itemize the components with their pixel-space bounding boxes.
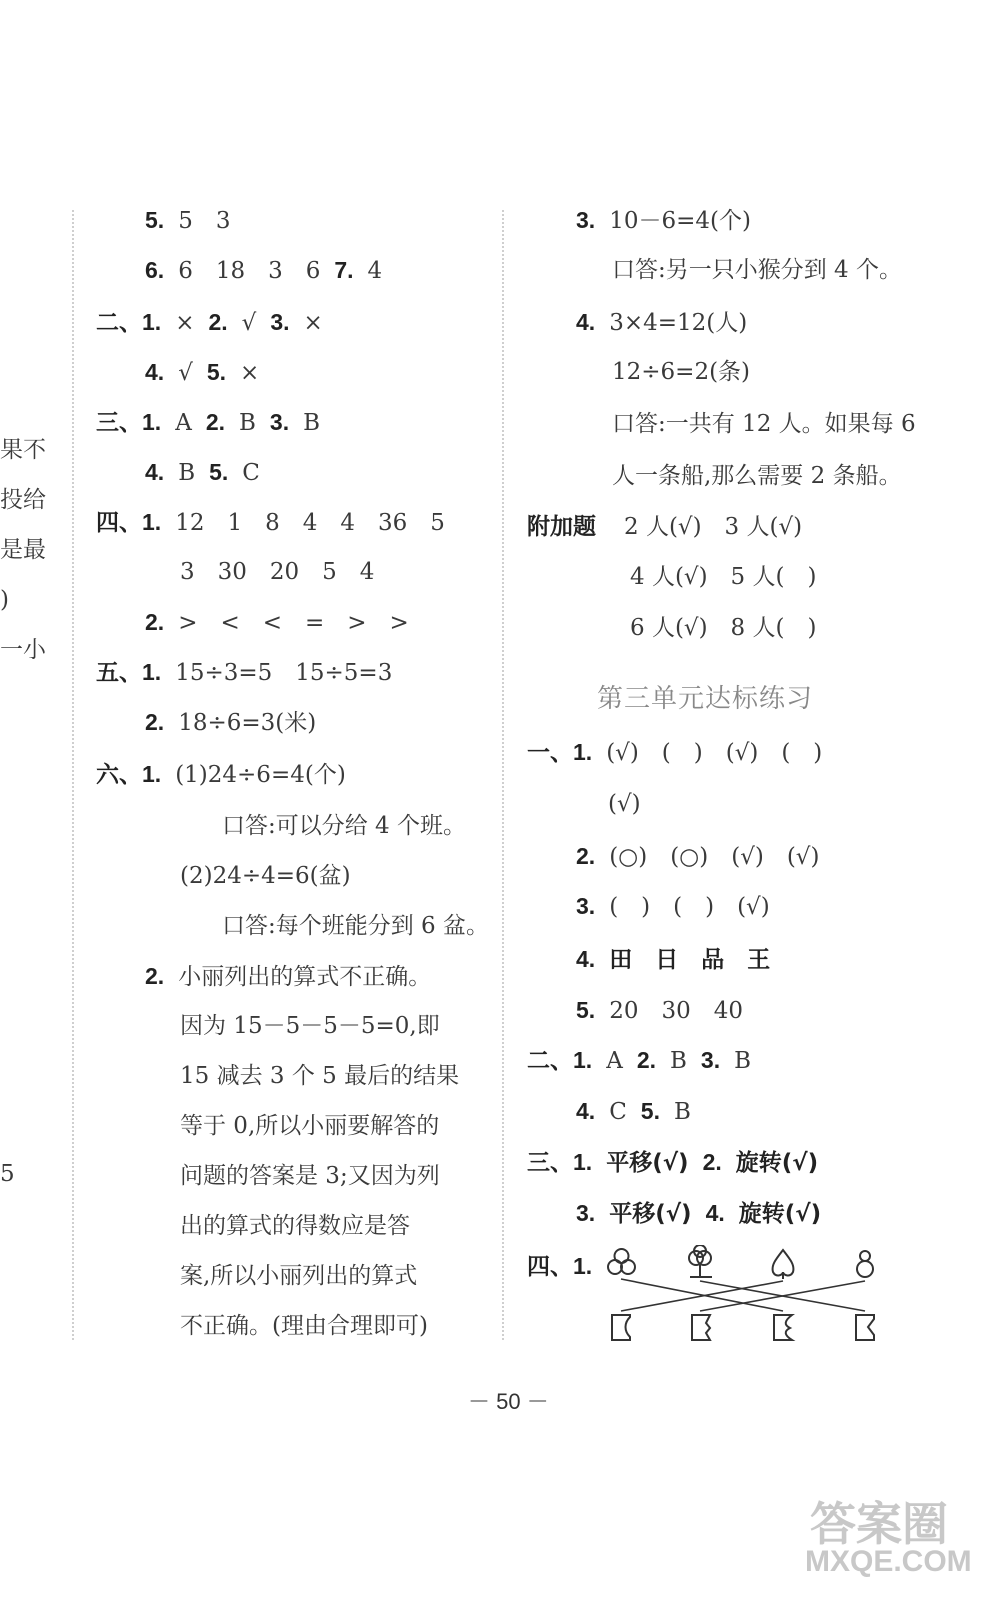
answer-text: 12÷6=2(条) [612,359,751,385]
answer-line [180,1112,439,1140]
answer-line [222,912,489,940]
answer-text: 因为 15－5－5－5=0,即 [180,1013,440,1039]
answer-line [180,1012,440,1040]
answer-text: A [606,1048,623,1074]
section-label: 六、 [96,762,142,788]
item-number: 1. [573,739,593,765]
answer-text: 平移(√) [609,1201,692,1227]
answer-text: 2 人(√) 3 人(√) [624,514,803,540]
answer-text: 等于 0,所以小丽要解答的 [180,1113,440,1139]
section-label: 五、 [96,660,142,686]
edge-text-3: 是最 [0,537,46,563]
item-number: 5. [206,359,227,385]
answer-text: A [175,410,192,436]
answer-text: 3×4=12(人) [609,310,748,336]
gourd-icon [857,1251,873,1277]
answer-line [576,1097,691,1126]
middle-divider [502,210,504,1340]
item-number: 5. [209,459,229,485]
item-number: 3. [576,1200,596,1226]
answer-line [145,608,409,637]
item-number: 3. [700,1047,721,1073]
item-number: 2. [205,409,225,435]
shape-pieces [612,1315,874,1340]
answer-line [222,812,466,840]
answer-text: B [178,460,196,486]
answer-line [576,842,819,871]
answer-text: √ [178,360,193,386]
item-number: 1. [142,509,162,535]
section-label: 二、 [527,1048,573,1074]
answer-text: 出的算式的得数应是答 [180,1213,410,1239]
answer-text: 案,所以小丽列出的算式 [180,1263,418,1289]
answer-line [180,1062,459,1090]
answer-text: √ [241,310,257,336]
answer-line [527,738,822,767]
answer-text: 小丽列出的算式不正确。 [178,964,432,990]
answer-text: B [303,410,320,436]
answer-text: 6 人(√) 8 人( ) [630,615,817,641]
answer-line [96,308,323,337]
item-number: 2. [208,309,228,335]
answer-text: 15 减去 3 个 5 最后的结果 [180,1063,460,1089]
answer-line [180,1312,428,1340]
answer-line [576,206,751,235]
answer-line [576,892,770,921]
edge-text-1: 果不 [0,437,46,463]
item-number: 2. [145,609,165,635]
answer-text: × [175,310,195,336]
answer-line [180,1262,417,1290]
answer-line [145,206,230,235]
answer-text: 不正确。(理由合理即可) [180,1313,428,1339]
section-label: 三、 [527,1150,573,1176]
answer-text: > < < = > > [178,610,409,636]
item-number: 6. [145,257,165,283]
answer-text: (2)24÷4=6(盆) [180,863,351,889]
answer-text: 4 [367,258,383,284]
item-number: 1. [573,1047,593,1073]
page-number: － 50 － [468,1389,549,1414]
item-number: 1. [573,1149,593,1175]
answer-text: 15÷3=5 15÷5=3 [175,660,393,686]
matching-lines [621,1279,865,1311]
item-number: 4. [145,459,165,485]
answer-line [527,513,802,541]
answer-text: B [673,1099,691,1125]
answer-text: 旋转(√) [738,1201,822,1227]
answer-text: × [240,360,260,386]
section-label: 三、 [96,410,142,436]
section-label: 一、 [527,740,573,766]
answer-text: 4 人(√) 5 人( ) [630,564,817,590]
watermark-url: MXQE.COM [805,1545,972,1578]
section-label: 四、 [527,1254,573,1280]
item-number: 4. [576,1098,596,1124]
answer-text: × [303,310,323,336]
watermark-logo: 答案圈 [810,1498,948,1550]
item-number: 3. [576,207,596,233]
answer-text: 口答:另一只小猴分到 4 个。 [612,257,903,283]
answer-line [612,462,902,490]
item-number: 1. [142,761,162,787]
edge-text-2: 投给 [0,487,46,513]
item-number: 3. [269,409,290,435]
answer-text: C [609,1099,627,1125]
item-number: 2. [636,1047,656,1073]
answer-text: B [734,1048,751,1074]
answer-line [96,508,445,537]
answer-line [145,458,260,487]
answer-line [145,708,316,737]
answer-line [527,1252,592,1281]
answer-text: 12 1 8 4 4 36 5 [175,510,445,536]
answer-line [576,308,747,337]
item-number: 4. [705,1200,725,1226]
answer-text: 问题的答案是 3;又因为列 [180,1163,440,1189]
answer-text: 6 18 3 6 [178,258,321,284]
answer-line [576,996,743,1025]
item-number: 1. [142,309,162,335]
answer-text: 田 日 品 王 [609,947,771,973]
item-number: 1. [142,659,162,685]
answer-text: 口答:每个班能分到 6 盆。 [222,913,490,939]
answer-line [180,862,351,890]
section-label: 二、 [96,310,142,336]
spade-icon [773,1250,794,1279]
answer-line [145,358,259,387]
answer-line [527,1046,751,1075]
answer-line [145,256,382,285]
item-number: 2. [145,709,165,735]
answer-text: 平移(√) [606,1150,689,1176]
answer-line [180,1212,410,1240]
answer-text: B [670,1048,687,1074]
item-number: 2. [145,963,165,989]
answer-text: (√) [608,791,641,817]
item-number: 2. [576,843,596,869]
edge-text-5: 一小 [0,637,46,663]
item-number: 2. [702,1149,722,1175]
answer-text: 口答:一共有 12 人。如果每 6 [612,411,916,437]
answer-line [96,658,392,687]
answer-line [612,256,902,284]
left-divider [72,210,74,1340]
answer-text: 10－6=4(个) [609,208,751,234]
item-number: 4. [145,359,165,385]
answer-text: (1)24÷6=4(个) [175,762,346,788]
answer-line [527,1148,818,1177]
answer-text: 18÷6=3(米) [178,710,317,736]
answer-text: 3 30 20 5 4 [180,559,375,585]
section-label: 附加题 [527,514,596,540]
answer-text: 20 30 40 [609,998,743,1024]
edge-text-4: ) [0,587,9,613]
answer-line [608,790,641,818]
item-number: 4. [576,309,596,335]
item-number: 5. [145,207,165,233]
unit-title: 第三单元达标练习 [597,684,814,714]
item-number: 3. [576,893,596,919]
answer-line [96,408,320,437]
answer-text: 旋转(√) [735,1150,819,1176]
answer-line [612,358,750,386]
answer-text: (○) (○) (√) (√) [609,844,820,870]
answer-line [145,962,431,991]
section-label: 四、 [96,510,142,536]
answer-text: 人一条船,那么需要 2 条船。 [612,463,902,489]
answer-text: (√) ( ) (√) ( ) [606,740,823,766]
answer-line [576,945,770,974]
item-number: 5. [576,997,596,1023]
clover-icon [608,1249,635,1274]
item-number: 3. [270,309,290,335]
answer-line [180,1162,440,1190]
answer-line [180,558,374,586]
answer-line [630,614,816,642]
item-number: 1. [573,1253,593,1279]
item-number: 5. [640,1098,660,1124]
answer-text: ( ) ( ) (√) [609,894,770,920]
answer-line [612,410,916,438]
answer-text: 口答:可以分给 4 个班。 [222,813,467,839]
answer-text: C [242,460,260,486]
item-number: 1. [142,409,162,435]
answer-line [630,563,816,591]
tree-icon [689,1245,712,1277]
item-number: 4. [576,946,596,972]
answer-line [96,760,346,789]
matching-diagram [600,1245,900,1345]
edge-text-6: 5 [0,1161,15,1187]
answer-text: B [239,410,256,436]
item-number: 7. [334,257,354,283]
answer-line [576,1199,821,1228]
answer-text: 5 3 [178,208,231,234]
